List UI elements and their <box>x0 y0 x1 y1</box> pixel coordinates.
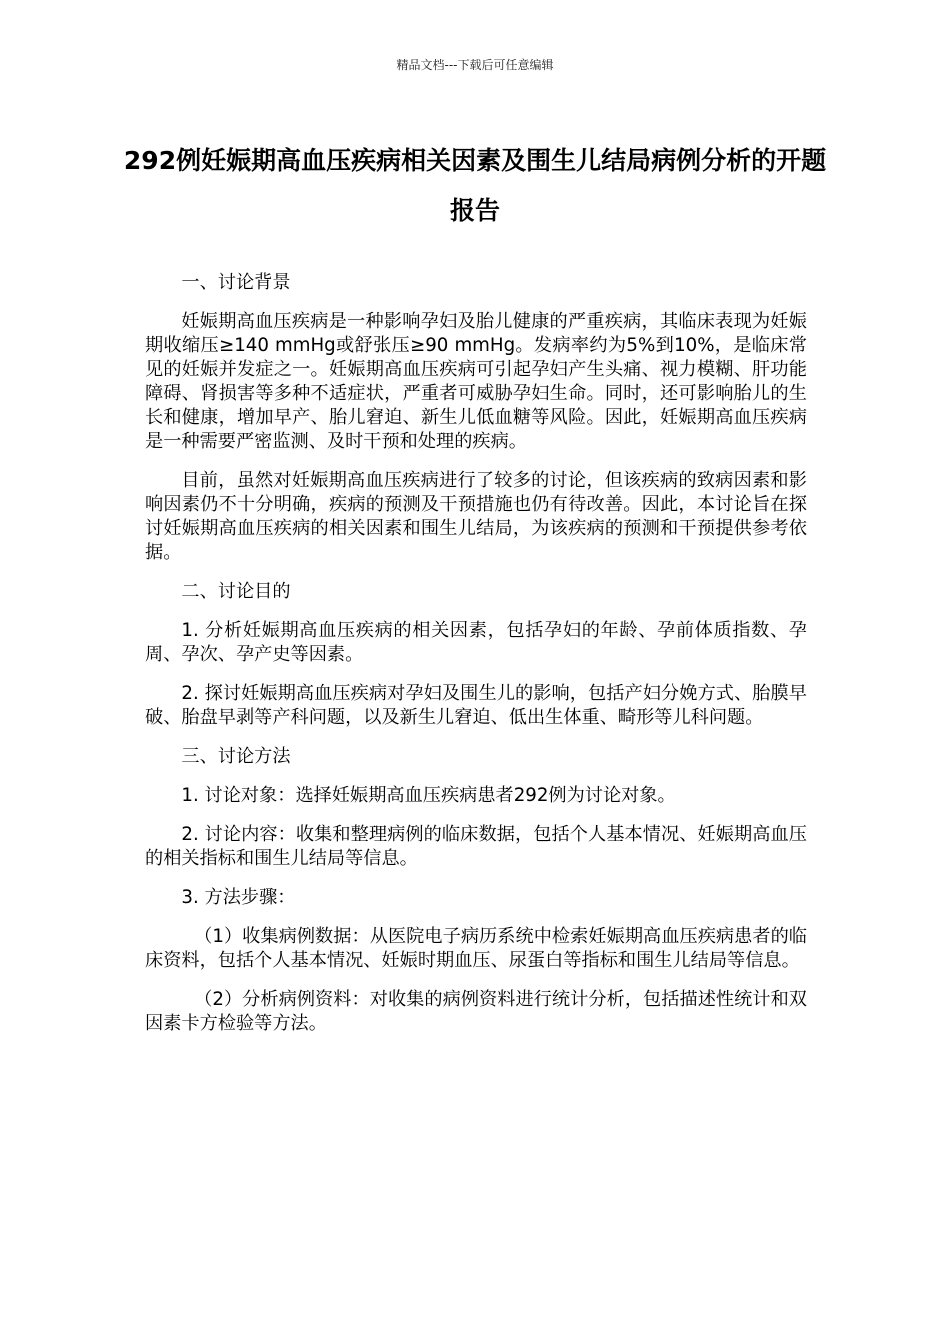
background-paragraph: 目前，虽然对妊娠期高血压疾病进行了较多的讨论，但该疾病的致病因素和影响因素仍不十分明确，疾病的预测及干预措施也仍有待改善。因此，本讨论旨在探讨妊娠期高血压疾病的相关因素和围生儿结局，为该疾病的预测和干预提供参考依据。 <box>145 470 807 563</box>
document-title: 292例妊娠期高血压疾病相关因素及围生儿结局病例分析的开题报告 <box>123 146 827 225</box>
methods-item: 2. 讨论内容：收集和整理病例的临床数据，包括个人基本情况、妊娠期高血压的相关指标和围生儿结局等信息。 <box>145 824 807 869</box>
methods-item: 1. 讨论对象：选择妊娠期高血压疾病患者292例为讨论对象。 <box>181 785 676 806</box>
purpose-item: 1. 分析妊娠期高血压疾病的相关因素，包括孕妇的年龄、孕前体质指数、孕周、孕次、孕产史等因素。 <box>145 620 807 665</box>
section-heading-background: 一、讨论背景 <box>181 272 291 293</box>
purpose-item: 2. 探讨妊娠期高血压疾病对孕妇及围生儿的影响，包括产妇分娩方式、胎膜早破、胎盘早剥等产科问题，以及新生儿窘迫、低出生体重、畸形等儿科问题。 <box>145 683 807 728</box>
document-body <box>145 271 807 1051</box>
section-heading-methods: 三、讨论方法 <box>181 746 291 767</box>
background-paragraph: 妊娠期高血压疾病是一种影响孕妇及胎儿健康的严重疾病，其临床表现为妊娠期收缩压≥140 mmHg或舒张压≥90 mmHg。发病率约为5%到10%，是临床常见的妊娠并发症之一。妊娠期高血压疾病可引起孕妇产生头痛、视力模糊、肝功能障碍、肾损害等多种不适症状，严重者可威胁孕妇生命。同时，还可影响胎儿的生长和健康，增加早产、胎儿窘迫、新生儿低血糖等风险。因此，妊娠期高血压疾病是一种需要严密监测、及时干预和处理的疾病。 <box>145 311 807 452</box>
methods-step: （2）分析病例资料：对收集的病例资料进行统计分析，包括描述性统计和双因素卡方检验等方法。 <box>145 989 807 1034</box>
page-header: 精品文档---下载后可任意编辑 <box>396 58 554 72</box>
methods-step: （1）收集病例数据：从医院电子病历系统中检索妊娠期高血压疾病患者的临床资料，包括个人基本情况、妊娠时期血压、尿蛋白等指标和围生儿结局等信息。 <box>145 926 807 971</box>
methods-item: 3. 方法步骤： <box>181 887 296 908</box>
section-heading-purpose: 二、讨论目的 <box>181 581 291 602</box>
